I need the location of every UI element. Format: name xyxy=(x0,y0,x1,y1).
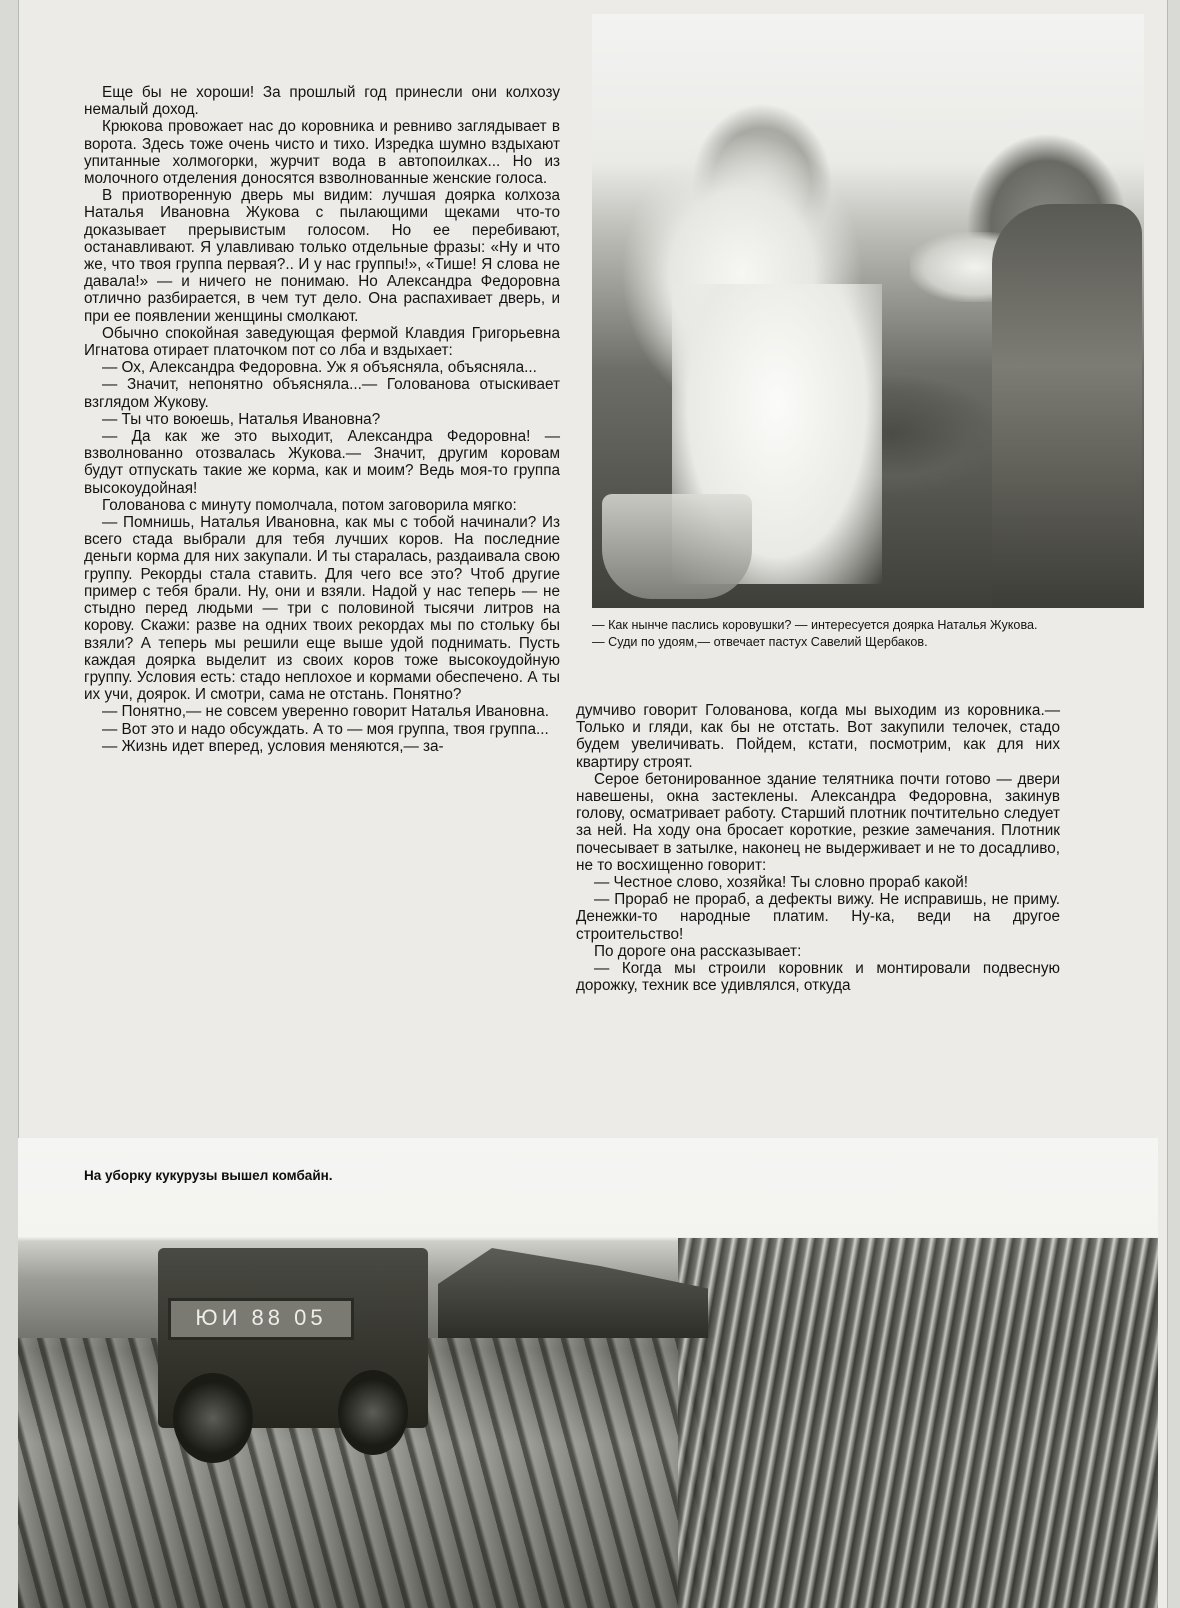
paragraph: Еще бы не хороши! За прошлый год принесли они колхозу немалый доход. xyxy=(84,84,560,119)
paragraph: Обычно спокойная заведующая фермой Клавдия Григорьевна Игнатова отирает платочком пот со лба и вздыхает: xyxy=(84,324,560,360)
paragraph: — Прораб не прораб, а дефекты вижу. Не исправишь, не приму. Денежки-то народные платим. Ну-ка, веди на другое строительство! xyxy=(576,891,1060,943)
paragraph: — Жизнь идет вперед, условия меняются,— за- xyxy=(102,737,444,755)
paragraph: По дороге она рассказывает: xyxy=(594,942,802,960)
article-right-column xyxy=(576,702,1060,994)
paragraph: В приотворенную дверь мы видим: лучшая доярка колхоза Наталья Ивановна Жукова с пылающими щеками что-то доказывает прерывистым голосом. Но ее перебивают, останавливают. Я улавливаю только отдельные фразы: «Ну и что же, что твоя группа первая?.. И у нас группы!», «Тише! Я слова не давала!» — и ничего не понимаю. Но Александра Федоровна отлично разбирается, в чем тут дело. Она распахивает дверь, и при ее появлении женщины смолкают. xyxy=(84,187,560,325)
paragraph: — Ох, Александра Федоровна. Уж я объясняла, объясняла... xyxy=(102,359,537,377)
paragraph: — Помнишь, Наталья Ивановна, как мы с тобой начинали? Из всего стада выбрали для тебя лучших коров. На последние деньги корма для них закупали. И ты старалась, раздаивала свою группу. Рекорды стала ставить. Для чего все это? Чтоб другие пример с тебя брали. Ну, они и взяли. Надой у нас теперь — не стыдно перед людьми — три с половиной тысячи литров на корову. Скажи: разве на одних твоих рекордах мы по стольку бы взяли? А теперь мы решили еще выше удой поднимать. Пусть каждая доярка выделит из своих коров тоже высокоудойную группу. Условия есть: стадо неплохое и кормами обеспечено. А ты их учи, доярок. И смотри, сама не отстань. Понятно? xyxy=(84,514,560,704)
truck-license-plate: ЮИ 88 05 xyxy=(168,1298,354,1340)
photo-caption-top xyxy=(592,618,1142,651)
article-left-column xyxy=(84,84,560,755)
shepherd-figure xyxy=(992,204,1142,608)
combine-harvester-figure xyxy=(438,1248,708,1338)
paragraph: Серое бетонированное здание телятника почти готово — двери навешены, окна застеклены. Александра Федоровна, закинув голову, осматривает работу. Старший плотник почтительно следует за ней. На ходу она бросает короткие, резкие замечания. Плотник почесывает в затылке, наконец не выдерживает и не то досадливо, не то восхищенно говорит: xyxy=(576,770,1060,874)
paragraph: — Значит, непонятно объясняла...— Голованова отыскивает взглядом Жукову. xyxy=(84,376,560,411)
paragraph: думчиво говорит Голованова, когда мы выходим из коровника.— Только и гляди, как бы не отстать. Вот закупили телочек, стадо будем увеличивать. Пойдем, кстати, посмотрим, как для них квартиру строят. xyxy=(576,702,1060,771)
bucket-figure xyxy=(602,494,752,599)
paragraph: — Честное слово, хозяйка! Ты словно прораб какой! xyxy=(594,874,969,892)
paragraph: Голованова с минуту помолчала, потом заговорила мягко: xyxy=(102,496,517,514)
paragraph: Крюкова провожает нас до коровника и ревниво заглядывает в ворота. Здесь тоже очень чисто и тихо. Изредка шумно вздыхают упитанные холмогорки, журчит вода в автопоилках... Но из молочного отделения доносятся взволнованные женские голоса. xyxy=(84,118,560,188)
paragraph: — Ты что воюешь, Наталья Ивановна? xyxy=(102,410,381,428)
photo-caption-bottom: На уборку кукурузы вышел комбайн. xyxy=(84,1168,333,1183)
paragraph: — Понятно,— не совсем уверенно говорит Наталья Ивановна. xyxy=(102,703,549,721)
photo-milkmaid-and-shepherd xyxy=(592,14,1144,608)
truck-wheel xyxy=(173,1373,253,1463)
cornfield xyxy=(678,1238,1158,1608)
caption-line: — Суди по удоям,— отвечает пастух Савелий Щербаков. xyxy=(592,634,928,649)
paragraph: — Когда мы строили коровник и монтировали подвесную дорожку, техник все удивлялся, откуда xyxy=(576,960,1060,995)
photo-corn-harvest xyxy=(18,1138,1158,1608)
paragraph: — Да как же это выходит, Александра Федоровна! — взволнованно отозвалась Жукова.— Значит, другим коровам будут отпускать такие же корма, как и моим? Ведь моя-то группа высокоудойная! xyxy=(84,428,560,497)
truck-wheel xyxy=(338,1370,408,1455)
caption-line: — Как нынче паслись коровушки? — интересуется доярка Наталья Жукова. xyxy=(592,618,1038,632)
paragraph: — Вот это и надо обсуждать. А то — моя группа, твоя группа... xyxy=(102,720,549,738)
